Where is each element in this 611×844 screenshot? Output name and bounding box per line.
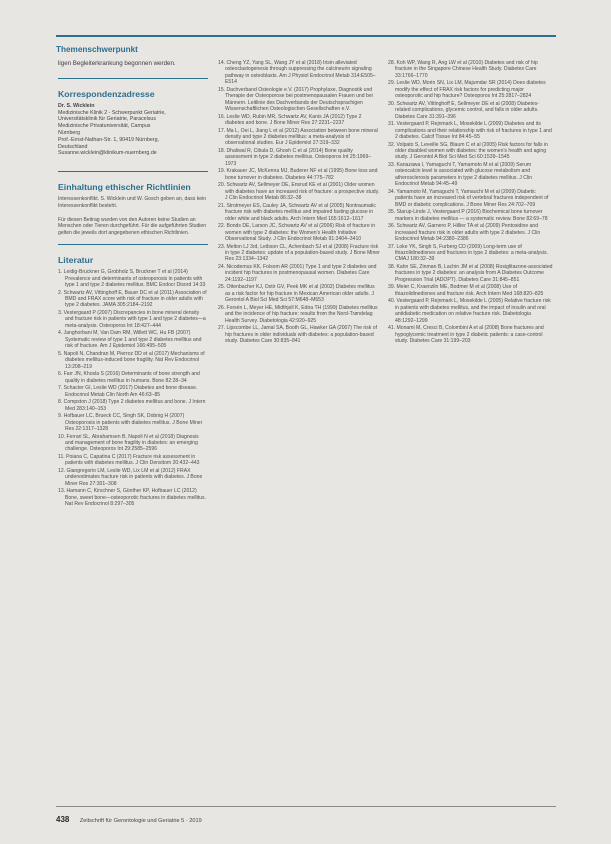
reference-item: 5. Napoli N, Chandran M, Pierroz DD et al (2017) Mechanisms of diabetes mellitus-induced bone fragility. Nat Rev Endocrinol 13:208–219 [58, 350, 205, 370]
page-number: 438 [56, 815, 70, 824]
address-block [58, 103, 208, 157]
reference-item: 33. Kanazawa I, Yamaguchi T, Yamamoto M et al (2009) Serum osteocalcin level is associated with glucose metabolism and atherosclerosis parameters in type 2 diabetes mellitus. J Clin Endocrinol Metab 94:45–49 [388, 162, 533, 188]
reference-item: 4. Janghorbani M, Van Dam RM, Willett WC, Hu FB (2007) Systematic review of type 1 and type 2 diabetes mellitus and risk of fracture. Am J Epidemiol 166:495–505 [58, 330, 202, 350]
address-line: Dr. S. Wicklein [58, 102, 95, 109]
page-footer [56, 806, 556, 827]
column-left [58, 60, 208, 509]
reference-item: 3. Vestergaard P (2007) Discrepancies in bone mineral density and fracture risk in patients with type 1 and type 2 diabetes—a meta-analysis. Osteoporos Int 18:427–444 [58, 310, 206, 329]
reference-item: 16. Leslie WD, Rubin MR, Schwartz AV, Kanis JA (2012) Type 2 diabetes and bone. J Bone Miner Res 27:2231–2237 [218, 113, 362, 127]
reference-item: 36. Schwartz AV, Garnero P, Hillier TA et al (2009) Pentosidine and increased fracture risk in older adults with type 2 diabetes. J Clin Endocrinol Metab 94:2380–2386 [388, 223, 541, 243]
reference-item: 39. Meier C, Kraenzlin ME, Bodmer M et al (2008) Use of thiazolidinediones and fracture risk. Arch Intern Med 168:820–825 [388, 284, 544, 297]
reference-item: 9. Hofbauer LC, Brueck CC, Singh SK, Dobnig H (2007) Osteoporosis in patients with diabetes mellitus. J Bone Miner Res 22:1317–1328 [58, 413, 203, 433]
reference-list [58, 269, 208, 507]
reference-item: 8. Compston J (2018) Type 2 diabetes mellitus and bone. J Intern Med 283:140–153 [58, 399, 206, 412]
reference-list [388, 60, 553, 345]
ethics-text: Interessenkonflikt. S. Wicklein und W. Gosch geben an, dass kein Interessenkonflikt besteht. [58, 196, 207, 209]
column-middle [218, 60, 380, 346]
reference-item: 12. Giangregorio LM, Leslie WD, Lix LM et al (2012) FRAX underestimates fracture risk in patients with diabetes. J Bone Miner Res 27:301–308 [58, 468, 203, 487]
reference-item: 1. Leidig-Bruckner G, Grobholz S, Bruckner T et al (2014) Prevalence and determinants of osteoporosis in patients with type 1 and type 2 diabetes mellitus. BMC Endocr Disord 14:33 [58, 269, 206, 289]
address-line: Deutschland [58, 143, 88, 150]
reference-item: 18. Dhaliwal R, Cibula D, Ghosh C et al (2014) Bone quality assessment in type 2 diabetes mellitus. Osteoporos Int 25:1969–1973 [218, 148, 372, 167]
email-link[interactable]: Susanne.wicklein@klinikum-nuernberg.de [58, 150, 157, 157]
address-line: Universitätsklinik für Geriatrie, Paracelsus [58, 116, 157, 123]
reference-item: 15. Dachverband Osteologie e.V. (2017) Prophylaxe, Diagnostik und Therapie der Osteoporose bei postmenopausalen Frauen und bei Männern. Leitlinie des Dachverbands der Deutschsprachigen Wissenschaftlichen Osteologischen Gesellschaften e.V. [218, 86, 373, 113]
reference-item: 6. Farr JN, Khosla S (2016) Determinants of bone strength and quality in diabetes mellitus in humans. Bone 82:28–34 [58, 371, 200, 384]
section-header [56, 35, 556, 57]
reference-item: 29. Leslie WD, Morin SN, Lix LM, Majumdar SR (2014) Does diabetes modify the effect of FRAX risk factors for predicting major osteoporotic and hip fracture? Osteoporos Int 25:2817–2824 [388, 80, 546, 100]
address-title: Korrespondenzadresse [58, 88, 155, 99]
reference-item: 22. Bonds DE, Larson JC, Schwartz AV et al (2006) Risk of fracture in women with type 2 diabetes: the Women's Health Initiative Observational Study. J Clin Endocrinol Metab 91:3404–3410 [218, 223, 376, 243]
address-line: Medizinische Privatuniversität, Campus [58, 123, 151, 130]
reference-item: 40. Vestergaard P, Rejnmark L, Mosekilde L (2005) Relative fracture risk in patients with diabetes mellitus, and the impact of insulin and oral antidiabetic medication on relative fracture risk. Diabetologia 48:1292–1299 [388, 298, 551, 324]
reference-item: 37. Loke YK, Singh S, Furberg CD (2009) Long-term use of thiazolidinediones and fractures in type 2 diabetes: a meta-analysis. CMAJ 180:32–39 [388, 243, 548, 263]
reference-item: 34. Yamamoto M, Yamaguchi T, Yamauchi M et al (2009) Diabetic patients have an increased risk of vertebral fractures independent of BMD or diabetic complications. J Bone Miner Res 24:702–709 [388, 188, 549, 208]
reference-item: 38. Kahn SE, Zinman B, Lachin JM et al (2008) Rosiglitazone-associated fractures in type 2 diabetes: an analysis from A Diabetes Outcome Progression Trial (ADOPT). Diabetes Care 31:845–851 [388, 264, 553, 283]
reference-item: 32. Volpato S, Leveille SG, Blaum C et al (2005) Risk factors for falls in older disabled women with diabetes: the women's health and aging study. J Gerontol A Biol Sci Med Sci 60:1539–1545 [388, 141, 548, 161]
divider [58, 171, 208, 172]
reference-item: 31. Vestergaard P, Rejnmark L, Mosekilde L (2009) Diabetes and its complications and their relationship with risk of fractures in type 1 and 2 diabetes. Calcif Tissue Int 84:45–55 [388, 121, 552, 141]
reference-item: 26. Forsén L, Meyer HE, Midthjell K, Edna TH (1999) Diabetes mellitus and the incidence of hip fracture: results from the Nord-Trøndelag Health Survey. Diabetologia 42:920–925 [218, 304, 378, 324]
column-right [388, 60, 553, 346]
reference-item: 25. Ottenbacher KJ, Ostir GV, Peek MK et al (2002) Diabetes mellitus as a risk factor for hip fracture in Mexican American older adults. J Gerontol A Biol Sci Med Sci 57:M648–M653 [218, 284, 375, 304]
reference-list [218, 60, 380, 345]
reference-item: 11. Poiana C, Capatina C (2017) Fracture risk assessment in patients with diabetes mellitus. J Clin Densitom 20:432–443 [58, 454, 200, 467]
divider [58, 244, 208, 245]
reference-item: 20. Schwartz AV, Sellmeyer DE, Ensrud KE et al (2001) Older women with diabetes have an increased risk of fracture: a prospective study. J Clin Endocrinol Metab 86:32–38 [218, 182, 380, 202]
address-line: Medizinische Klinik 2 - Schwerpunkt Geriatrie, [58, 109, 166, 116]
reference-item: 10. Ferrari SL, Abrahamsen B, Napoli N et al (2018) Diagnosis and management of bone fragility in diabetes: an emerging challenge. Osteoporos Int 29:2585–2596 [58, 433, 199, 453]
reference-item: 28. Koh WP, Wang R, Ang LW et al (2010) Diabetes and risk of hip fracture in the Singapore Chinese Health Study. Diabetes Care 33:1766–1770 [388, 60, 538, 79]
section-label: Themenschwerpunkt [56, 45, 138, 54]
intro-text: ligen Begleiterkrankung begonnen werden. [58, 60, 176, 67]
reference-item: 2. Schwartz AV, Vittinghoff E, Bauer DC et al (2011) Association of BMD and FRAX score with risk of fracture in older adults with type 2 diabetes. JAMA 305:2184–2192 [58, 289, 207, 309]
reference-item: 23. Melton LJ 3rd, Leibson CL, Achenbach SJ et al (2008) Fracture risk in type 2 diabetes: update of a population-based study. J Bone Miner Res 23:1334–1342 [218, 243, 380, 263]
reference-item: 17. Ma L, Oei L, Jiang L et al (2012) Association between bone mineral density and type 2 diabetes mellitus: a meta-analysis of observational studies. Eur J Epidemiol 27:319–332 [218, 127, 378, 147]
address-line: Nürnberg [58, 129, 81, 136]
reference-item: 30. Schwartz AV, Vittinghoff E, Sellmeyer DE et al (2008) Diabetes-related complications, glycemic control, and falls in older adults. Diabetes Care 31:391–396 [388, 100, 540, 120]
reference-item: 24. Nicodemus KK, Folsom AR (2001) Type 1 and type 2 diabetes and incident hip fractures in postmenopausal women. Diabetes Care 24:1192–1197 [218, 264, 377, 283]
divider [58, 78, 208, 79]
reference-item: 21. Strotmeyer ES, Cauley JA, Schwartz AV et al (2005) Nontraumatic fracture risk with diabetes mellitus and impaired fasting glucose in older white and black adults. Arch Intern Med 165:1612–1617 [218, 202, 376, 222]
reference-item: 41. Monami M, Cresci B, Colombini A et al (2008) Bone fractures and hypoglycemic treatment in type 2 diabetic patients: a case-control study. Diabetes Care 31:199–203 [388, 325, 544, 345]
reference-item: 14. Cheng YZ, Yang SL, Wang JY et al (2018) Irisin alleviated osteoclastogenesis through suppressing the calcineurin signaling pathway in osteoblasts. Am J Physiol Endocrinol Metab 314:E505–E514 [218, 60, 376, 86]
reference-item: 19. Krakauer JC, McKenna MJ, Buderer NF et al (1995) Bone loss and bone turnover in diabetes. Diabetes 44:775–782 [218, 168, 378, 181]
reference-item: 27. Lipscombe LL, Jamal SA, Booth GL, Hawker GA (2007) The risk of hip fractures in older individuals with diabetes: a population-based study. Diabetes Care 30:835–841 [218, 325, 378, 345]
journal-name: Zeitschrift für Gerontologie und Geriatrie 5 · 2019 [79, 818, 202, 824]
ethics-text-2: Für diesen Beitrag wurden von den Autoren keine Studien an Menschen oder Tieren durchgeführt. Für die aufgeführten Studien gelten die jeweils dort angegebenen ethischen Richtlinien. [58, 216, 207, 236]
ethics-title: Einhaltung ethischer Richtlinien [58, 182, 191, 193]
reference-item: 13. Hamann C, Kirschner S, Günther KP, Hofbauer LC (2012) Bone, sweet bone—osteoporotic fractures in diabetes mellitus. Nat Rev Endocrinol 8:297–305 [58, 488, 207, 508]
reference-item: 7. Schacter GI, Leslie WD (2017) Diabetes and bone disease. Endocrinol Metab Clin North Am 46:63–85 [58, 385, 198, 398]
literature-title: Literatur [58, 255, 94, 266]
address-line: Prof.-Ernst-Nathan-Str. 1, 90419 Nürnberg, [58, 136, 159, 143]
reference-item: 35. Starup-Linde J, Vestergaard P (2016) Biochemical bone turnover markers in diabetes mellitus — a systematic review. Bone 82:69–78 [388, 209, 548, 222]
